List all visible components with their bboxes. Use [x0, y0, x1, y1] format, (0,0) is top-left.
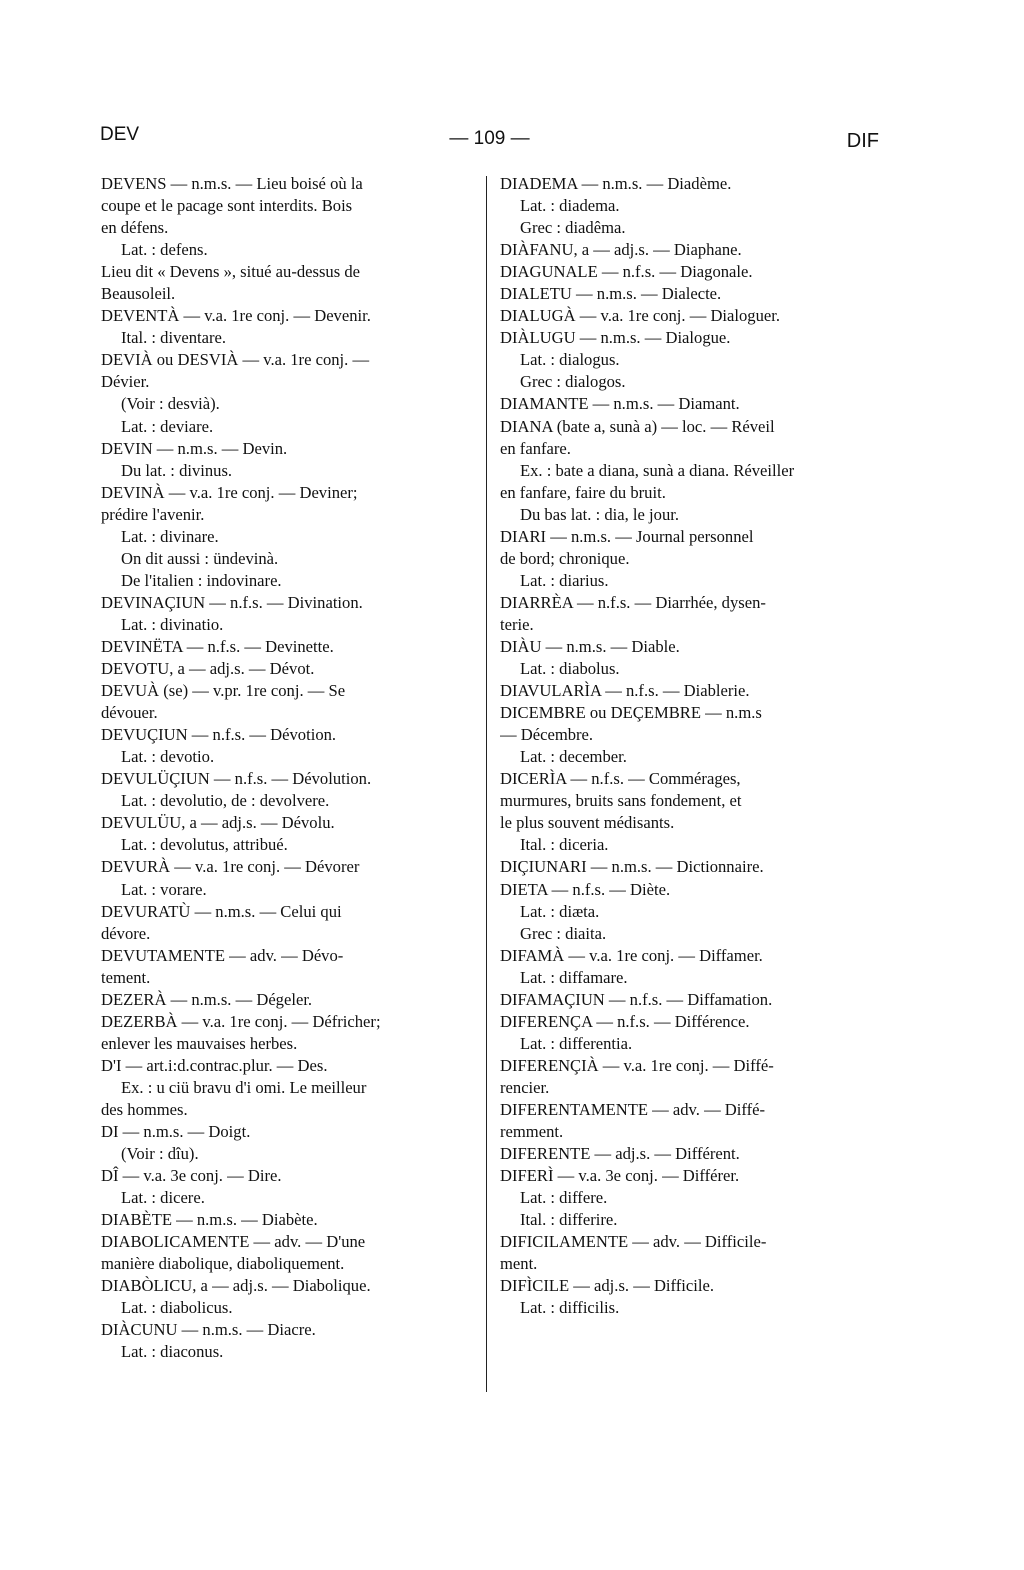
entry-line: DIÇIUNARI — n.m.s. — Dictionnaire.: [500, 857, 764, 877]
entry-line: Lat. : dicere.: [121, 1188, 205, 1208]
entry-line: en fanfare, faire du bruit.: [500, 482, 666, 502]
entry-line: DIFERENÇA — n.f.s. — Différence.: [500, 1011, 750, 1031]
entry-line: DIFERÌ — v.a. 3e conj. — Différer.: [500, 1166, 740, 1186]
entry-line: dévore.: [101, 923, 151, 943]
column-divider: [486, 176, 487, 1392]
entry-line: DEZERBÀ — v.a. 1re conj. — Défricher;: [101, 1011, 381, 1031]
entry-line: Du bas lat. : dia, le jour.: [520, 504, 679, 524]
entry-line: DI — n.m.s. — Doigt.: [101, 1122, 251, 1142]
entry-line: Lat. : diarius.: [520, 570, 609, 590]
entry-line: Lat. : diæta.: [520, 901, 600, 921]
entry-line: DIÀLUGU — n.m.s. — Dialogue.: [500, 328, 731, 348]
entry-line: DEVULÜU, a — adj.s. — Dévolu.: [101, 813, 335, 833]
entry-line: de bord; chronique.: [500, 548, 630, 568]
entry-line: DIAVULARÌA — n.f.s. — Diablerie.: [500, 681, 750, 701]
entry-line: DEVINÀ — v.a. 1re conj. — Deviner;: [101, 482, 358, 502]
entry-line: Grec : diaita.: [520, 923, 607, 943]
entry-line: Lat. : differentia.: [520, 1033, 633, 1053]
entry-line: DIAMANTE — n.m.s. — Diamant.: [500, 394, 740, 414]
entry-line: DIÀU — n.m.s. — Diable.: [500, 636, 680, 656]
entry-line: DIFERENTE — adj.s. — Différent.: [500, 1144, 740, 1164]
entry-line: DIABOLICAMENTE — adv. — D'une: [101, 1232, 366, 1252]
entry-line: De l'italien : indovinare.: [121, 570, 282, 590]
running-head: [100, 124, 879, 154]
entry-line: Beausoleil.: [101, 284, 176, 304]
entry-line: Grec : dialogos.: [520, 372, 626, 392]
entry-line: Ital. : differire.: [520, 1210, 618, 1230]
entry-line: Lat. : difficilis.: [520, 1298, 620, 1318]
entry-line: le plus souvent médisants.: [500, 813, 675, 833]
entry-line: Lat. : divinare.: [121, 526, 219, 546]
entry-line: Lat. : diabolicus.: [121, 1298, 233, 1318]
entry-line: DIALETU — n.m.s. — Dialecte.: [500, 284, 722, 304]
entry-line: DEVULÜÇIUN — n.f.s. — Dévolution.: [101, 769, 372, 789]
entry-line: Ital. : diceria.: [520, 835, 609, 855]
entry-line: Du lat. : divinus.: [121, 460, 233, 480]
entry-line: Lat. : december.: [520, 747, 627, 767]
left-column: [101, 174, 477, 1365]
entry-line: Grec : diadêma.: [520, 218, 626, 238]
entry-line: DIADEMA — n.m.s. — Diadème.: [500, 174, 732, 193]
entry-line: ment.: [500, 1254, 538, 1274]
entry-line: prédire l'avenir.: [101, 504, 205, 524]
entry-line: DEZERÀ — n.m.s. — Dégeler.: [101, 989, 313, 1009]
entry-line: Lat. : divinatio.: [121, 614, 224, 634]
entry-line: — Décembre.: [500, 725, 594, 745]
entry-line: Lat. : diffamare.: [520, 967, 628, 987]
entry-line: DEVIN — n.m.s. — Devin.: [101, 438, 288, 458]
entry-line: tement.: [101, 967, 151, 987]
entry-line: DEVURÀ — v.a. 1re conj. — Dévorer: [101, 857, 360, 877]
entry-line: DIFERENÇIÀ — v.a. 1re conj. — Diffé-: [500, 1055, 774, 1075]
entry-line: DICERÌA — n.f.s. — Commérages,: [500, 769, 741, 789]
page-number: — 109 —: [449, 128, 530, 149]
entry-line: On dit aussi : ündevinà.: [121, 548, 279, 568]
entry-line: enlever les mauvaises herbes.: [101, 1033, 298, 1053]
header-left-guide-word: DEV: [100, 124, 140, 145]
entry-line: Lat. : diaconus.: [121, 1342, 224, 1362]
entry-line: DIARRÈA — n.f.s. — Diarrhée, dysen-: [500, 592, 766, 612]
entry-line: Lat. : devolutus, attribué.: [121, 835, 288, 855]
entry-line: DEVIÀ ou DESVIÀ — v.a. 1re conj. —: [101, 350, 370, 370]
entry-line: Lat. : dialogus.: [520, 350, 620, 370]
entry-line: D'I — art.i:d.contrac.plur. — Des.: [101, 1055, 328, 1075]
entry-line: DIALUGÀ — v.a. 1re conj. — Dialoguer.: [500, 306, 781, 326]
entry-line: DIFAMAÇIUN — n.f.s. — Diffamation.: [500, 989, 773, 1009]
entry-line: DIFÌCILE — adj.s. — Difficile.: [500, 1276, 714, 1296]
header-right-guide-word: DIF: [846, 130, 879, 152]
entry-line: Lat. : differe.: [520, 1188, 608, 1208]
entry-line: Lat. : devolutio, de : devolvere.: [121, 791, 330, 811]
entry-line: DICEMBRE ou DEÇEMBRE — n.m.s: [500, 703, 762, 723]
entry-line: Lieu dit « Devens », situé au-dessus de: [101, 262, 360, 282]
entry-line: Lat. : deviare.: [121, 416, 214, 436]
right-column: [500, 174, 879, 1320]
entry-line: Lat. : devotio.: [121, 747, 215, 767]
entry-line: DIFICILAMENTE — adv. — Difficile-: [500, 1232, 767, 1252]
entry-line: Dévier.: [101, 372, 150, 392]
entry-line: DIANA (bate a, sunà a) — loc. — Réveil: [500, 416, 775, 436]
entry-line: dévouer.: [101, 703, 158, 723]
entry-line: DIÀFANU, a — adj.s. — Diaphane.: [500, 240, 742, 260]
entry-line: DEVENS — n.m.s. — Lieu boisé où la: [101, 174, 363, 193]
entry-line: DEVINAÇIUN — n.f.s. — Divination.: [101, 592, 363, 612]
entry-line: manière diabolique, diaboliquement.: [101, 1254, 345, 1274]
entry-line: Ital. : diventare.: [121, 328, 227, 348]
entry-line: Lat. : defens.: [121, 240, 208, 260]
entry-line: des hommes.: [101, 1099, 188, 1119]
entry-line: DIABÈTE — n.m.s. — Diabète.: [101, 1210, 318, 1230]
entry-line: DEVOTU, a — adj.s. — Dévot.: [101, 659, 315, 679]
entry-line: DIABÒLICU, a — adj.s. — Diabolique.: [101, 1276, 371, 1296]
entry-line: Lat. : diabolus.: [520, 659, 620, 679]
entry-line: en fanfare.: [500, 438, 571, 458]
entry-line: DÎ — v.a. 3e conj. — Dire.: [101, 1166, 282, 1186]
entry-line: (Voir : dîu).: [121, 1144, 199, 1164]
entry-line: en défens.: [101, 218, 169, 238]
entry-line: DIAGUNALE — n.f.s. — Diagonale.: [500, 262, 753, 282]
entry-line: remment.: [500, 1122, 564, 1142]
entry-line: DEVUTAMENTE — adv. — Dévo-: [101, 945, 344, 965]
entry-line: terie.: [500, 614, 534, 634]
entry-line: DIFAMÀ — v.a. 1re conj. — Diffamer.: [500, 945, 763, 965]
entry-line: (Voir : desvià).: [121, 394, 220, 414]
entry-line: DEVURATÙ — n.m.s. — Celui qui: [101, 901, 342, 921]
entry-line: Ex. : u ciü bravu d'i omi. Le meilleur: [121, 1077, 367, 1097]
entry-line: murmures, bruits sans fondement, et: [500, 791, 742, 811]
entry-line: Lat. : vorare.: [121, 879, 207, 899]
entry-line: DEVINËTA — n.f.s. — Devinette.: [101, 636, 334, 656]
entry-line: Lat. : diadema.: [520, 196, 620, 216]
entry-line: DIARI — n.m.s. — Journal personnel: [500, 526, 754, 546]
entry-line: DIFERENTAMENTE — adv. — Diffé-: [500, 1099, 766, 1119]
entry-line: DEVUÇIUN — n.f.s. — Dévotion.: [101, 725, 337, 745]
entry-line: DEVENTÀ — v.a. 1re conj. — Devenir.: [101, 306, 371, 326]
entry-line: rencier.: [500, 1077, 550, 1097]
entry-line: DIÀCUNU — n.m.s. — Diacre.: [101, 1320, 316, 1340]
entry-line: DEVUÀ (se) — v.pr. 1re conj. — Se: [101, 681, 346, 701]
entry-line: coupe et le pacage sont interdits. Bois: [101, 196, 353, 216]
entry-line: DIETA — n.f.s. — Diète.: [500, 879, 671, 899]
entry-line: Ex. : bate a diana, sunà a diana. Réveiller: [520, 460, 795, 480]
